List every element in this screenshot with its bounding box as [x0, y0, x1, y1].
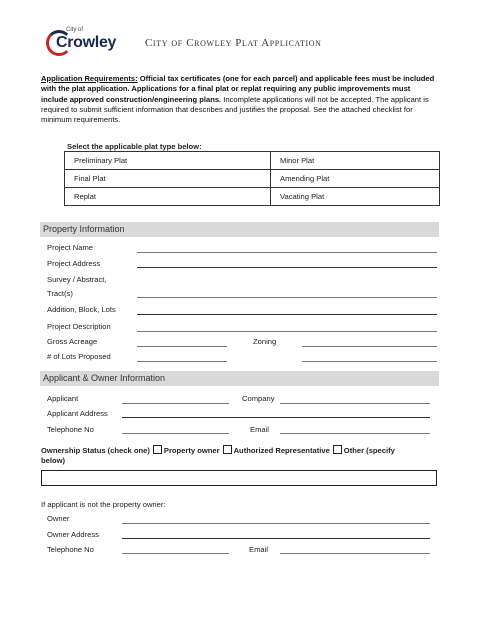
plat-type-prompt: Select the applicable plat type below:	[67, 142, 202, 151]
authorized-rep-label: Authorized Representative	[233, 446, 330, 455]
requirements-heading: Application Requirements:	[41, 74, 138, 83]
ownership-status	[41, 445, 441, 466]
project-name-field[interactable]	[137, 252, 437, 253]
owner-field[interactable]	[122, 523, 430, 524]
project-description-label: Project Description	[47, 322, 111, 331]
addition-field[interactable]	[137, 314, 437, 315]
page-title: City of Crowley Plat Application	[145, 37, 322, 49]
other-label-cont: below)	[41, 456, 66, 465]
owner-phone-label: Telephone No	[47, 545, 94, 554]
ownership-prompt: Ownership Status (check one)	[41, 446, 150, 455]
lots-proposed-field[interactable]	[137, 361, 227, 362]
other-specify-input[interactable]	[41, 470, 437, 486]
property-section-header: Property Information	[40, 222, 439, 237]
owner-email-label: Email	[249, 545, 268, 554]
other-checkbox[interactable]	[333, 445, 342, 454]
authorized-rep-checkbox[interactable]	[223, 445, 232, 454]
gross-acreage-label: Gross Acreage	[47, 337, 98, 346]
owner-prompt: If applicant is not the property owner:	[41, 500, 166, 509]
applicant-email-label: Email	[250, 425, 269, 434]
owner-label: Owner	[47, 514, 70, 523]
applicant-field[interactable]	[122, 403, 229, 404]
plat-type-table	[64, 151, 440, 206]
survey-tracts-field[interactable]	[137, 297, 437, 298]
property-owner-checkbox[interactable]	[153, 445, 162, 454]
project-name-label: Project Name	[47, 243, 94, 252]
gross-acreage-field[interactable]	[137, 346, 227, 347]
owner-email-field[interactable]	[280, 553, 430, 554]
owner-address-label: Owner Address	[47, 530, 99, 539]
property-owner-label: Property owner	[163, 446, 220, 455]
requirements-bold-text: Official tax certificates (one for each parcel) and applicable fees must be included with the plat application. Applications for a final plat or replat requiring any public improvements must include approved construction/engineering plans.	[41, 74, 435, 104]
zoning-label: Zoning	[253, 337, 277, 346]
applicant-phone-field[interactable]	[122, 433, 229, 434]
applicant-address-label: Applicant Address	[47, 409, 108, 418]
requirements-paragraph	[41, 74, 439, 125]
company-label: Company	[242, 394, 275, 403]
owner-phone-field[interactable]	[122, 553, 229, 554]
other-label: Other (specify	[343, 446, 395, 455]
plat-option-minor[interactable]: Minor Plat	[271, 152, 440, 170]
owner-address-field[interactable]	[122, 538, 430, 539]
applicant-section-header: Applicant & Owner Information	[40, 371, 439, 386]
logo-city-of: City of	[66, 27, 84, 33]
addition-label: Addition, Block, Lots	[47, 305, 116, 314]
applicant-email-field[interactable]	[280, 433, 430, 434]
plat-option-preliminary[interactable]: Preliminary Plat	[65, 152, 271, 170]
logo-crowley: Crowley	[56, 34, 117, 51]
requirements-normal-text: Incomplete applications will not be accepted. The applicant is required to submit sufficient information that describes and justifies the proposal. See the attached checklist for minimum requirements.	[41, 94, 429, 125]
project-address-label: Project Address	[47, 259, 101, 268]
lots-proposed-label: # of Lots Proposed	[47, 352, 111, 361]
survey-label: Survey / Abstract,	[47, 275, 107, 284]
tracts-label: Tract(s)	[47, 289, 73, 298]
project-address-field[interactable]	[137, 267, 437, 268]
company-field[interactable]	[280, 403, 430, 404]
plat-option-final[interactable]: Final Plat	[65, 170, 271, 188]
applicant-label: Applicant	[47, 394, 79, 403]
plat-option-replat[interactable]: Replat	[65, 188, 271, 206]
city-logo	[44, 27, 134, 61]
plat-option-amending[interactable]: Amending Plat	[271, 170, 440, 188]
lots-extra-field[interactable]	[302, 361, 437, 362]
project-description-field[interactable]	[137, 331, 437, 332]
applicant-phone-label: Telephone No	[47, 425, 94, 434]
plat-option-vacating[interactable]: Vacating Plat	[271, 188, 440, 206]
applicant-address-field[interactable]	[122, 417, 430, 418]
zoning-field[interactable]	[302, 346, 437, 347]
